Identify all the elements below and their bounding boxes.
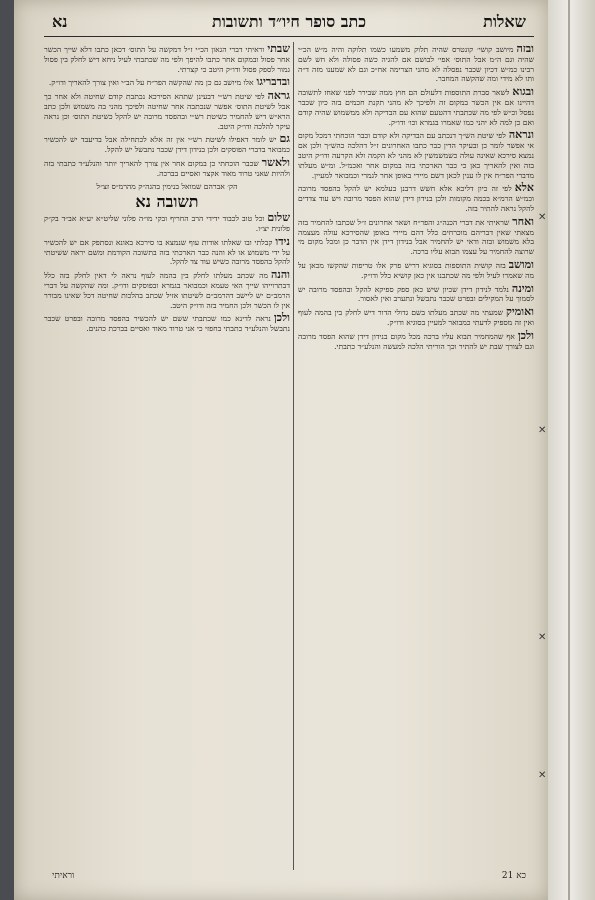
paragraph: [298, 307, 534, 328]
header-title: שאלות: [483, 12, 526, 31]
paragraph-lead-word: שבתי: [267, 44, 290, 55]
paragraph-text: וראיתי דברי הגאון הכ״י ז״ל דמקשה על התוס׳ דכאן כתבו דלא שייך הכשר אחר פסול ובמקום אחר כתבו להיפך ולפי מה שכתבתי לעיל ניחא דיש לחלק בין פסול גמור לספק פסול ודו״ק היטב כי קצרתי.: [44, 45, 290, 74]
paragraph-text: יש לומר דאפילו לשיטת רש״י אין זה אלא לכתחילה אבל בדיעבד יש להכשיר כמבואר בדברי הפוסקים ולכן בנידון דידן שכבר נתבשל יש להקל.: [44, 135, 290, 155]
paragraph-lead-word: ואומיק: [506, 305, 534, 319]
paragraph-text: לפי זה כיון דליכא אלא חשש דרבנן בעלמא יש להקל בהפסד מרובה וכמ״ש הרמ״א בכמה מקומות ולכן בנידון דידן שהוא הפסד מרובה ויש עוד צדדים להקל נראה להתיר בזה.: [298, 184, 534, 213]
paragraph-text: שכבר הוכחתי כן במקום אחר אין צורך להאריך יותר והנלע״ד כתבתי בזה ולהיות שאני טרוד מאוד אקצר ואסיים בברכה.: [44, 158, 290, 178]
paragraph: [44, 134, 290, 155]
paragraph-text: שראיתי את דברי הכנה״ג והפר״ח ושאר אחרונים ז״ל שכתבו להחמיר בזה מצאתי שאין דבריהם מוכרחים כלל דהם מיירי באופן שהסירכא עולה מעצמה בלא משמוש ובזה ודאי יש להחמיר אבל בנידון דידן אין הדבר כן ומכל מקום מי שרוצה להחמיר על עצמו תבוא עליו ברכה.: [298, 217, 534, 257]
paragraph: [44, 270, 290, 310]
header-book-name: כתב סופר חיו״ד ותשובות: [211, 12, 367, 31]
page-edge-line: [568, 0, 570, 900]
paragraph-text: לפי שיטת הש״ך דנכתב עם הבדיקה ולא קודם וכבר הוכחתי דמכל מקום אי אפשר לומר כן ובעיקר הדין כבר כתבו האחרונים ז״ל דהלכה כהש״ך ולכן אם נמצא סירכא שאינה עולה כשמשמשין לא מהני לא הקמה ולא הקרעה ודו״ק היטב בזה ואין להאריך כאן כי כבר הארכתי בזה במקום אחר ואכמ״ל. ומ״ש מעלתו מדברי הפר״ח אין לו ענין לכאן דשם מיירי באופן אחר לגמרי וכמבואר למעיין.: [298, 131, 534, 180]
paragraph-lead-word: גם: [279, 132, 290, 146]
paragraph: [44, 91, 290, 131]
paragraph: [44, 234, 290, 267]
binding-stitch-icon: ✕: [538, 212, 547, 223]
paragraph-text: מה שכתב מעלתו לחלק בין בהמה לעוף נראה לי דאין לחלק בזה כלל דבתרוייהו שייך האי טעמא וכמבואר בגמרא ובפוסקים ודו״ק. ומה שהקשה על דברי הרמב״ם יש ליישב דהרמב״ם לשיטתו אזיל שכתב בהלכות שחיטה דכל שאינו מבורר אין לו הכשר ולכן החמיר בזה ודו״ק היטב.: [44, 271, 290, 310]
paragraph-lead-word: ובגוא: [512, 85, 534, 99]
paragraph-text: לשאר סברת התוספות דלעולם הם חוץ ממה שבירר לפני שאחז לתשובה דהיינו אם אין הכשר במקום זה ולפיכך לא מהני תקנת חכמים בזה כיון שכבר נפסל וכ״ש לפי מה שכתבתי דהטעם שהוא עם הבדיקה ולא ממשמוש שהיה קודם ואם כן למה לא יהני כמו שאמרו בגמרא וכו׳ ודו״ק.: [298, 88, 534, 127]
paragraph-text: נלמד לנידון דידן שכיון שיש כאן ספק ספיקא להקל ובהפסד מרובה יש לסמוך על המקילים ובפרט שכבר נתבשל ונתערב ואין לאסור.: [298, 284, 534, 304]
paragraph: [298, 214, 534, 257]
paragraph-lead-word: ובזה: [516, 44, 534, 55]
paragraph-text: קבלתי ובו שאלתו אודות עוף שנמצא בו סירכא באונא ונסתפק אם יש להכשיר על ידי משמוש או לא והנה כבר הארכתי בזה בתשובה הקודמת ומשם יראה ששיטתי להקל בהפסד מרובה כשיש עוד צד להקל.: [44, 237, 290, 267]
header-page-number: נא: [52, 12, 68, 31]
paragraph-lead-word: ומושב: [508, 257, 534, 271]
paragraph: [44, 77, 290, 88]
paragraph-lead-word: ואחר: [512, 214, 534, 228]
paragraph-lead-word: ולכן: [517, 328, 534, 342]
teshuva-heading: תשובה נא: [135, 192, 199, 212]
paragraph-text: בזה קושית התוספות בסוגיא דריש פרק אלו טריפות שהקשו מכאן על מה שאמרו לעיל ולפי מה שכתבנו אין כאן קושיא כלל ודו״ק.: [298, 260, 534, 280]
footer-catchword: וראיתי: [52, 871, 75, 881]
paragraph-lead-word: ולאשר: [261, 155, 290, 169]
paragraph: [298, 281, 534, 305]
binding-stitch-icon: ✕: [538, 425, 547, 436]
right-text-column: [298, 44, 534, 870]
column-divider: [293, 42, 294, 870]
paragraph-text: אף שהמחמיר תבוא עליו ברכה מכל מקום בנידון דידן שהוא הפסד מרובה וגם לצורך שבת יש להתיר וכך הוריתי הלכה למעשה והנלע״ד כתבתי.: [298, 331, 534, 351]
paragraph-lead-word: אלא: [514, 181, 534, 195]
paragraph: [298, 257, 534, 281]
paragraph: [44, 213, 290, 234]
paragraph: [44, 44, 290, 74]
paragraph: [298, 130, 534, 180]
signature-line: הק׳ אברהם שמואל בנימין בהגה״ק מהרמ״ס זצ״ל: [96, 181, 238, 191]
binding-stitch-icon: ✕: [538, 770, 547, 781]
left-text-column: [44, 44, 290, 870]
paragraph-lead-word: גראה: [267, 89, 290, 103]
paragraph: [44, 155, 290, 179]
paragraph-lead-word: והנה: [270, 268, 290, 282]
paragraph-text: מיושב קושי׳ קונטרס שהיה תלוק משמעו כשמו תלוקה והיה מ״ש הכ״י שהיה וגם ה״מ אבל התוס׳ אפי׳ לבושם אם להגיה כשה פסולה ולא חש לשם רבינו כמ״ש דכיון שכבר נפסלה לא מהני הצרימה אח״כ וגם לא שמענו מזה ד״ה ותו לא מידי ומה שהקשה המחבר.: [298, 45, 534, 84]
paragraph-lead-word: ולכן: [273, 311, 290, 325]
binding-stitch-icon: ✕: [538, 632, 547, 643]
paragraph: [298, 183, 534, 213]
paragraph-lead-word: ונראה: [508, 128, 534, 142]
book-page: [14, 0, 548, 900]
footer-signature-mark: כא 21: [501, 871, 526, 881]
next-page-edge: [548, 0, 595, 900]
paragraph-text: נראה לדינא כמו שכתבתי ששם יש להכשיר בהפסד מרובה ובפרט שכבר נתבשל והנלע״ד כתבתי בחפזי כי אני טרוד מאוד ואסיים בברכת כהנים.: [44, 314, 290, 334]
page-footer: [44, 870, 534, 886]
paragraph-text: לפי שיטת רש״י דבעינן שתהא הסירכא נכתבת קודם שחיטה ולא אחר כך אבל לשיטת התוס׳ אפשר שנכתבה אחר שחיטה ולפיכך מהני בה משמוש ולכן כתב הרא״ש דיש להחמיר כשיטת רש״י ובהפסד מרובה יש להקל כשיטת התוס׳ וכן נראה עיקר להלכה ודו״ק היטב.: [44, 92, 290, 131]
paragraph: [298, 44, 534, 84]
paragraph-text: וכל טוב לכבוד ידידי הרב החריף ובקי מו״ה פלוני שליט״א יע״א אב״ד בק״ק פלונית יצ״ו.: [44, 214, 290, 233]
paragraph-text: אלו מיושב גם כן מה שהקשה הפר״ח על הב״י ואין צורך להאריך ודו״ק.: [48, 78, 254, 88]
paragraph-lead-word: נידו: [275, 234, 290, 248]
running-header: [44, 10, 534, 37]
paragraph-text: שמעתי מה שכתב מעלתו בשם גדולי הדור דיש לחלק בין בהמה לעוף ואין זה מספיק לדעתי כמבואר למעיין בסוגיא ודו״ק.: [298, 308, 534, 327]
paragraph-lead-word: ובדבריגו: [256, 75, 290, 89]
paragraph-lead-word: ומינה: [511, 281, 534, 295]
paragraph-lead-word: שלום: [267, 211, 290, 225]
paragraph: [298, 87, 534, 127]
paragraph: [298, 328, 534, 352]
paragraph: [44, 313, 290, 334]
